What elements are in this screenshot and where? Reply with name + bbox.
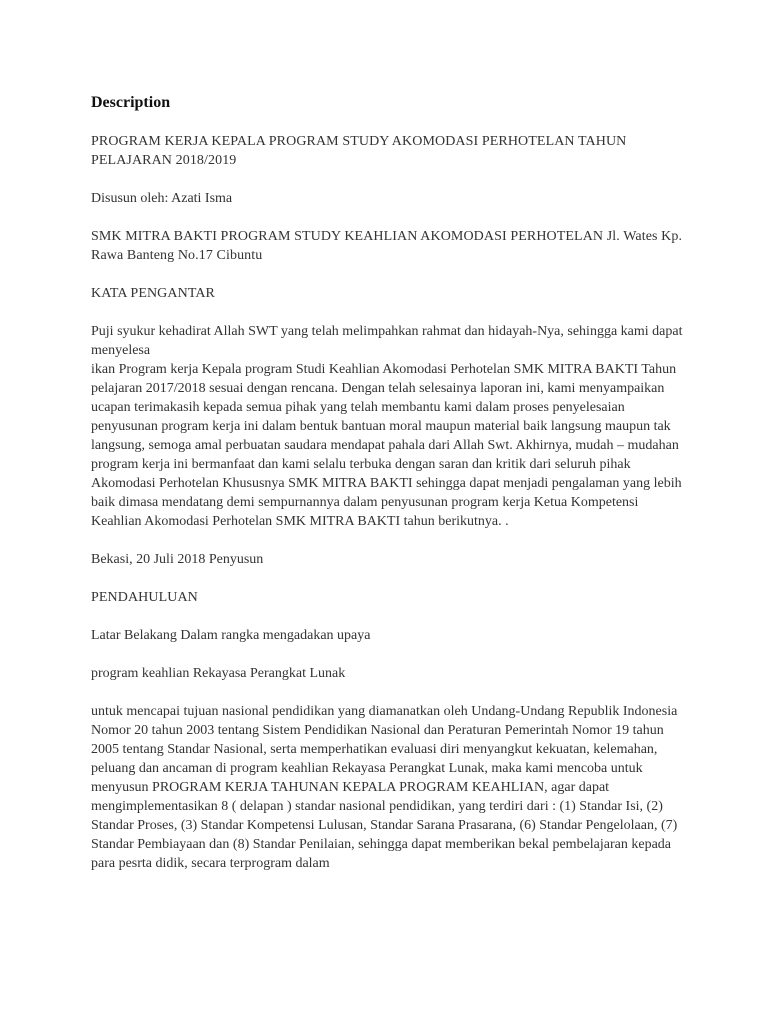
foreword-paragraph-2: ikan Program kerja Kepala program Studi Keahlian Akomodasi Perhotelan SMK MITRA BAKTI Tahun pelajaran 2017/2018 sesuai dengan rencana. Dengan telah selesainya laporan ini, kami menyampaikan ucapan terimakasih kepada semua pihak yang telah membantu kami dalam proses penyelesaian penyusunan program kerja ini dalam bentuk bantuan moral maupun material baik langsung maupun tak langsung, semoga amal perbuatan saudara mendapat pahala dari Allah Swt. Akhirnya, mudah – mudahan program kerja ini bermanfaat dan kami selalu terbuka dengan saran dan kritik dari seluruh pihak Akomodasi Perhotelan Khususnya SMK MITRA BAKTI sehingga dapat menjadi pengalaman yang lebih baik dimasa mendatang demi sempurnannya dalam penyusunan program kerja Ketua Kompetensi Keahlian Akomodasi Perhotelan SMK MITRA BAKTI tahun berikutnya. . bbox=[91, 362, 682, 529]
foreword-heading: KATA PENGANTAR bbox=[91, 286, 215, 301]
document-page bbox=[91, 93, 691, 892]
school-address: SMK MITRA BAKTI PROGRAM STUDY KEAHLIAN AKOMODASI PERHOTELAN Jl. Wates Kp. Rawa Banteng No.17 Cibuntu bbox=[91, 229, 683, 263]
document-title: PROGRAM KERJA KEPALA PROGRAM STUDY AKOMODASI PERHOTELAN TAHUN PELAJARAN 2018/2019 bbox=[91, 134, 627, 168]
introduction-paragraph-3: untuk mencapai tujuan nasional pendidikan yang diamanatkan oleh Undang-Undang Republik Indonesia Nomor 20 tahun 2003 tentang Sistem Pendidikan Nasional dan Peraturan Pemerintah Nomor 19 tahun 2005 tentang Standar Nasional, serta memperhatikan evaluasi diri menyangkut kekuatan, kelemahan, peluang dan ancaman di program keahlian Rekayasa Perangkat Lunak, maka kami mencoba untuk menyusun PROGRAM KERJA TAHUNAN KEPALA PROGRAM KEAHLIAN, agar dapat mengimplementasikan 8 ( delapan ) standar nasional pendidikan, yang terdiri dari : (1) Standar Isi, (2) Standar Proses, (3) Standar Kompetensi Lulusan, Standar Sarana Prasarana, (6) Standar Pengelolaan, (7) Standar Pembiayaan dan (8) Standar Penilaian, sehingga dapat memberikan bekal pembelajaran kepada para pesrta didik, secara terprogram dalam bbox=[91, 704, 678, 871]
signature-line: Bekasi, 20 Juli 2018 Penyusun bbox=[91, 552, 264, 567]
introduction-paragraph-1: Latar Belakang Dalam rangka mengadakan upaya bbox=[91, 628, 371, 643]
introduction-paragraph-2: program keahlian Rekayasa Perangkat Lunak bbox=[91, 666, 346, 681]
introduction-heading: PENDAHULUAN bbox=[91, 590, 198, 605]
foreword-paragraph-1: Puji syukur kehadirat Allah SWT yang telah melimpahkan rahmat dan hidayah-Nya, sehingga kami dapat menyelesa bbox=[91, 324, 683, 358]
description-heading: Description bbox=[91, 94, 171, 111]
author-line: Disusun oleh: Azati Isma bbox=[91, 191, 233, 206]
